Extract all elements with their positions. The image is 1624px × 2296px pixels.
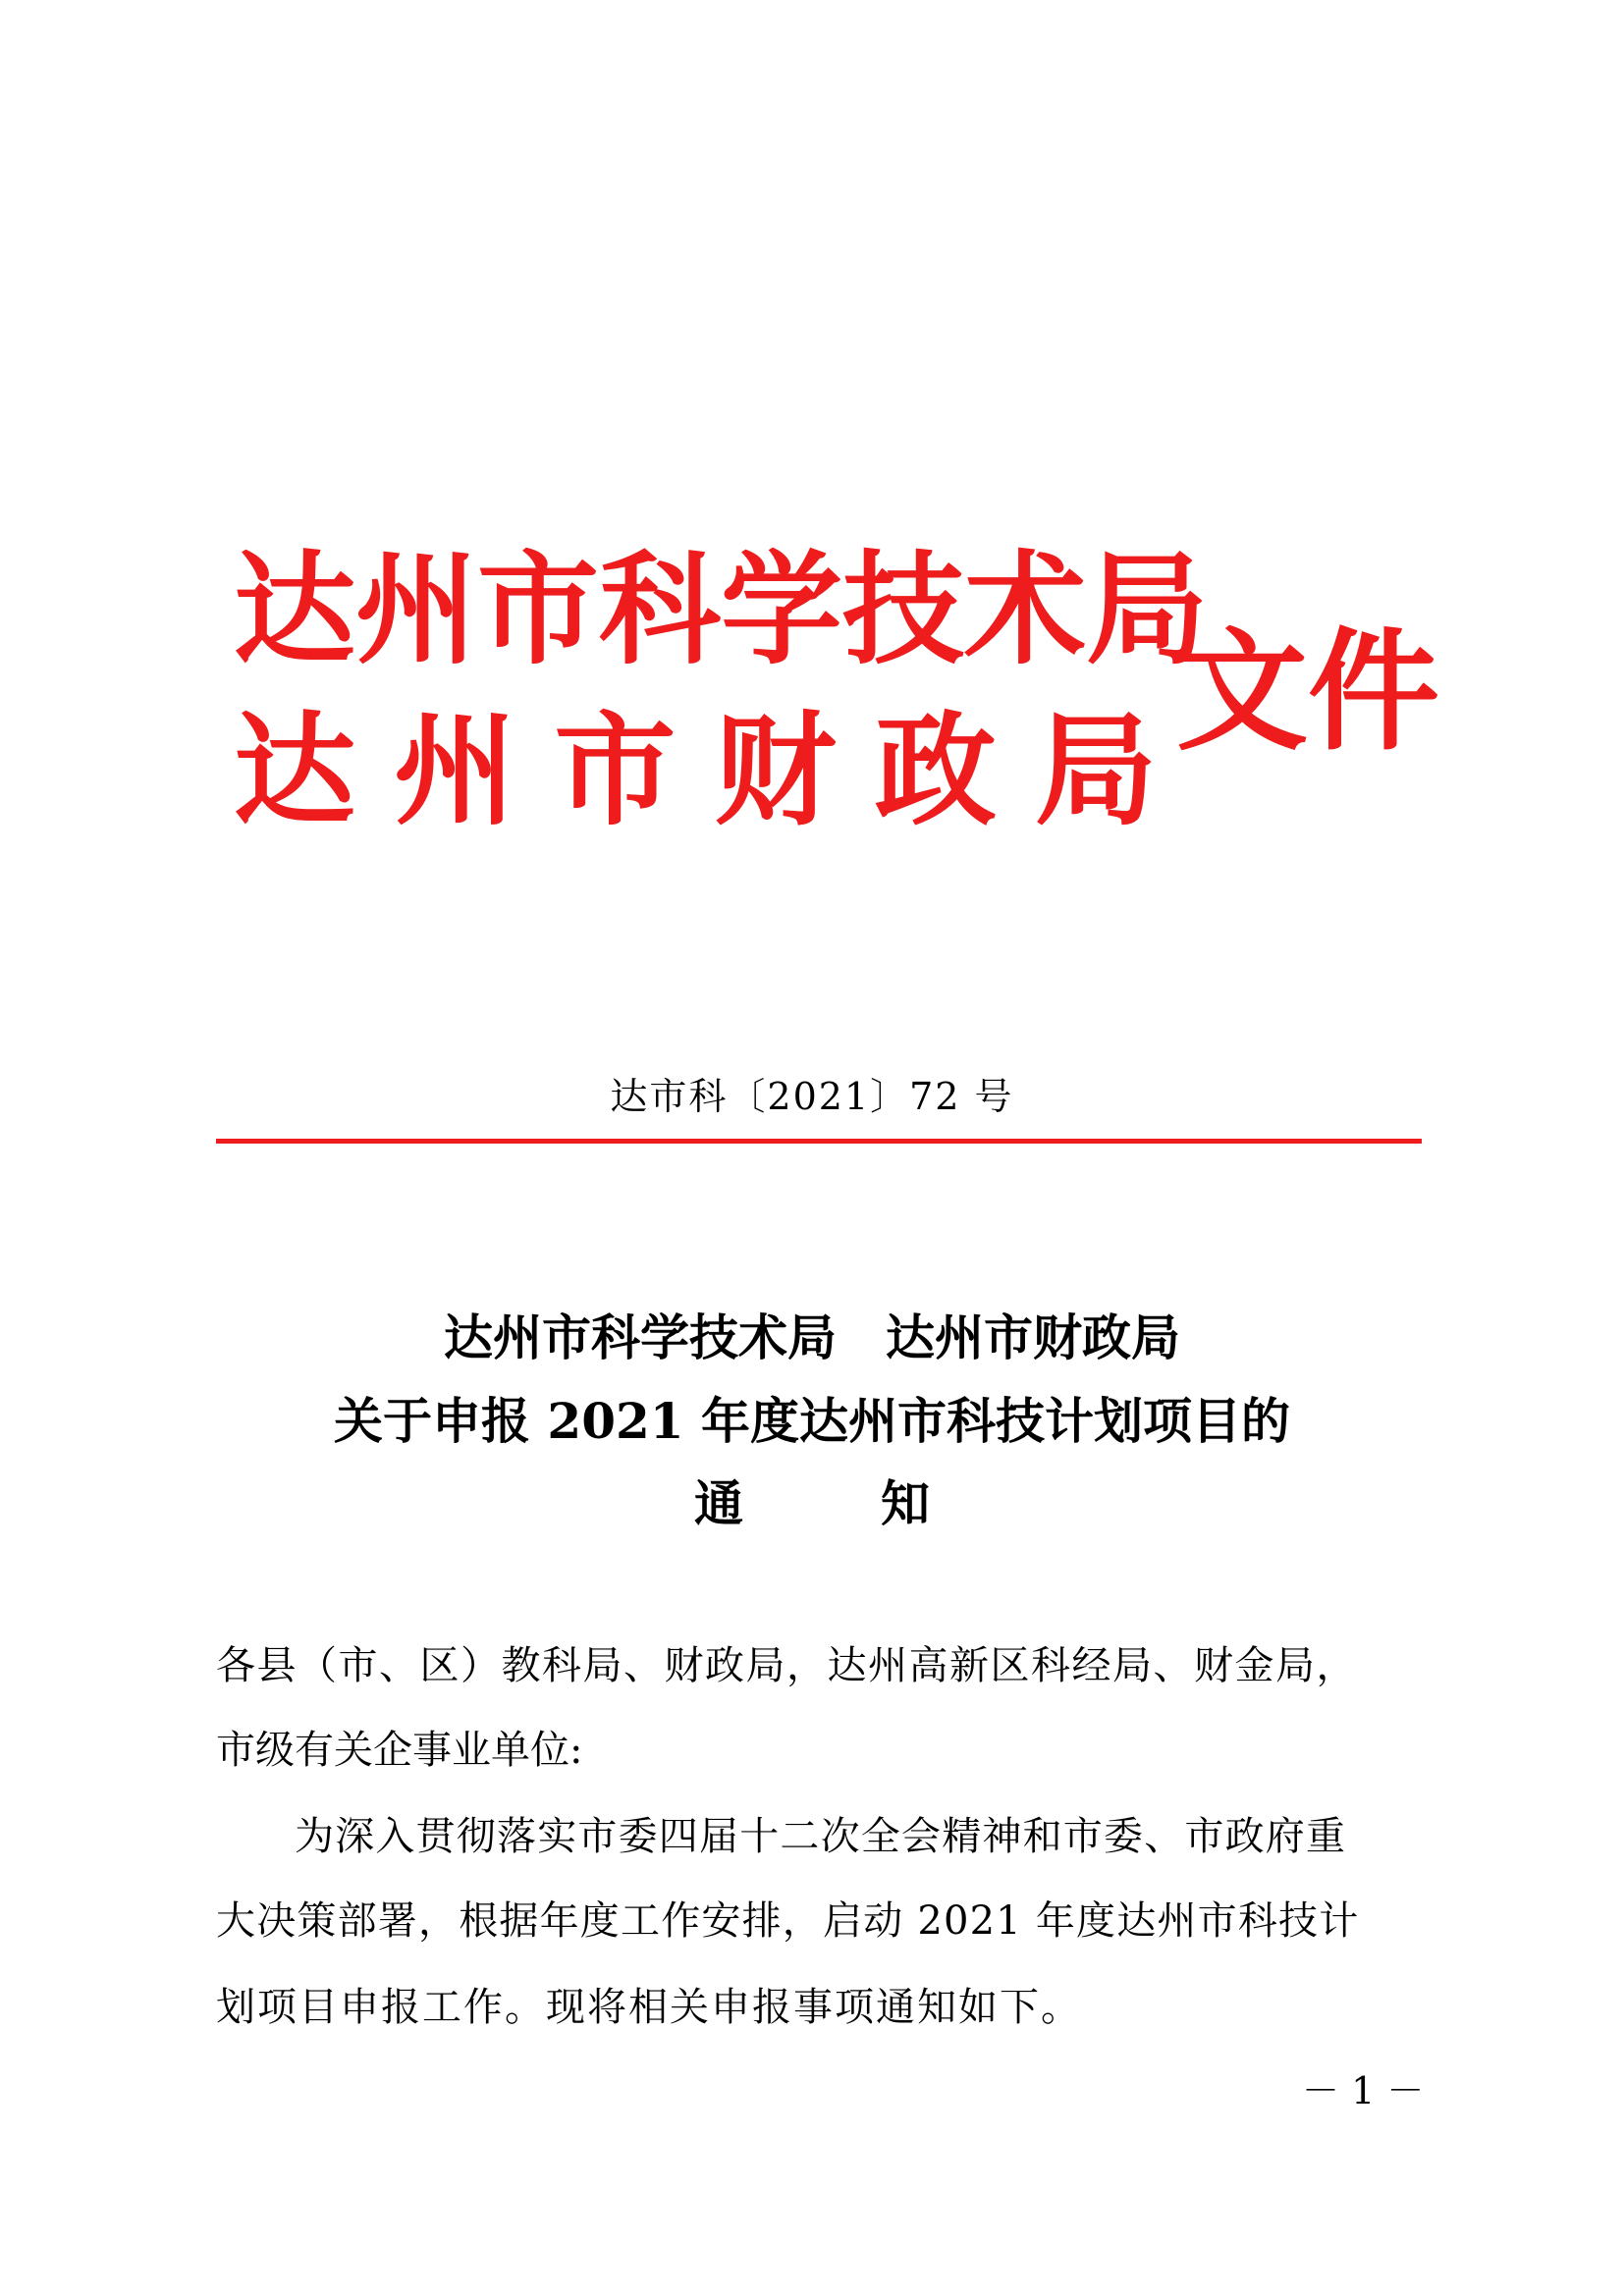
paragraph-line-2: 大决策部署，根据年度工作安排，启动 2021 年度达州市科技计 bbox=[216, 1898, 1360, 1944]
addressee-line-1: 各县（市、区）教科局、财政局，达州高新区科经局、财金局， bbox=[216, 1643, 1357, 1688]
addressee-line-2: 市级有关企事业单位: bbox=[216, 1728, 583, 1773]
page-number: － 1 － bbox=[1302, 2069, 1425, 2112]
title-char: 通 bbox=[694, 1474, 743, 1532]
masthead-char: 财 bbox=[714, 701, 837, 842]
masthead-char: 州 bbox=[394, 701, 516, 842]
red-divider bbox=[216, 1139, 1422, 1144]
masthead-line-1: 达州市科学技术局 bbox=[234, 540, 1209, 681]
title-line-3 bbox=[0, 1469, 1624, 1538]
masthead-char: 局 bbox=[1034, 701, 1157, 842]
masthead-char: 市 bbox=[554, 701, 677, 842]
title-line-2: 关于申报 2021 年度达州市科技计划项目的 bbox=[334, 1392, 1290, 1450]
masthead-char: 政 bbox=[874, 701, 997, 842]
document-number: 达市科〔2021〕72 号 bbox=[610, 1075, 1014, 1118]
paragraph-line-1: 为深入贯彻落实市委四届十二次全会精神和市委、市政府重 bbox=[295, 1814, 1347, 1859]
masthead-char: 达 bbox=[234, 701, 356, 842]
title-line-1: 达州市科学技术局 达州市财政局 bbox=[444, 1308, 1180, 1366]
paragraph-line-3: 划项目申报工作。现将相关申报事项通知如下。 bbox=[216, 1985, 1082, 2030]
title-char: 知 bbox=[881, 1474, 930, 1532]
masthead-suffix: 文件 bbox=[1176, 615, 1440, 769]
masthead-line-2 bbox=[234, 703, 1157, 840]
